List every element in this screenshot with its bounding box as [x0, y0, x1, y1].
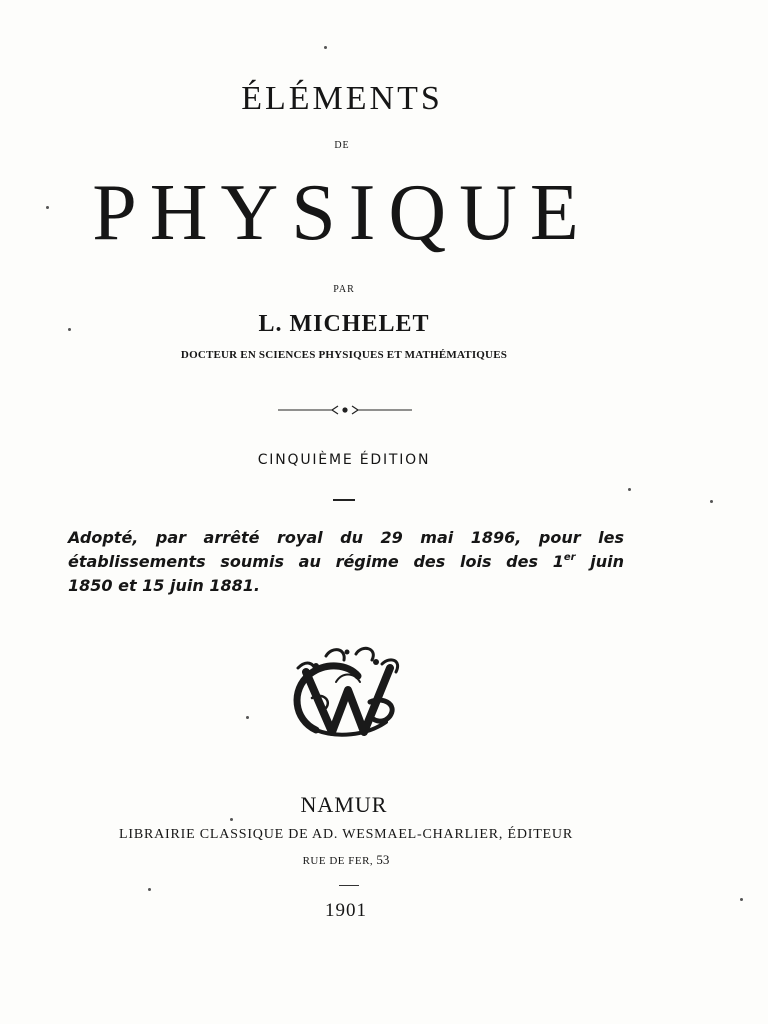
scan-speck [148, 888, 151, 891]
publisher-city: NAMUR [300, 792, 388, 817]
publication-year: 1901 [325, 900, 367, 921]
title-line-1: ÉLÉMENTS [241, 80, 443, 117]
scan-speck [324, 46, 327, 49]
scan-speck [740, 898, 743, 901]
adoption-notice-line: Adopté, par arrêté royal du 29 mai 1896, pour les [68, 528, 624, 547]
author-name: L. MICHELET [258, 311, 430, 337]
by-label: PAR [333, 284, 355, 295]
title-line-2: PHYSIQUE [92, 169, 592, 257]
edition-label: CINQUIÈME ÉDITION [257, 452, 431, 468]
author-credentials: DOCTEUR EN SCIENCES PHYSIQUES ET MATHÉMATIQUES [180, 349, 508, 361]
divider-dash [333, 499, 355, 501]
adoption-notice-line: 1850 et 15 juin 1881. [68, 576, 260, 595]
scan-speck [628, 488, 631, 491]
scan-speck [710, 500, 713, 503]
publisher-monogram-icon [286, 642, 408, 742]
scan-speck [46, 206, 49, 209]
scan-speck [68, 328, 71, 331]
scan-speck [230, 818, 233, 821]
adoption-notice-line: établissements soumis au régime des lois des 1er juin [68, 552, 624, 571]
title-connector: DE [334, 140, 350, 151]
ornament-divider-icon [276, 400, 414, 420]
scan-speck [246, 716, 249, 719]
publisher-address: RUE DE FER, 53 [302, 852, 390, 867]
adoption-notice [68, 526, 624, 598]
publisher-name: LIBRAIRIE CLASSIQUE DE AD. WESMAEL-CHARLIER, ÉDITEUR [119, 827, 573, 842]
divider-dash [339, 885, 359, 886]
